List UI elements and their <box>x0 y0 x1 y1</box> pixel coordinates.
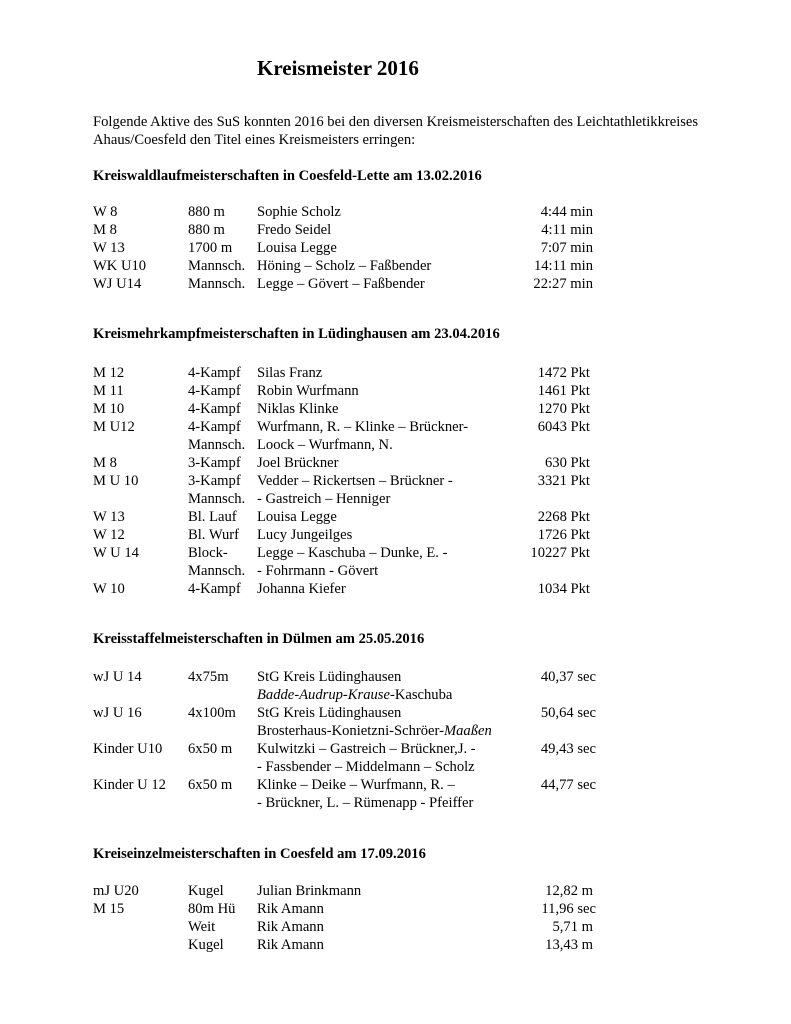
table-row: wJ U 16 4x100m StG Kreis Lüdinghausen 50,64 sec <box>93 705 596 721</box>
table-row: Kinder U10 6x50 m Kulwitzki – Gastreich – Brückner,J. - 49,43 sec <box>93 741 596 757</box>
table-row: M 8 880 m Fredo Seidel 4:11 min <box>93 222 593 238</box>
table-row: M 11 4-Kampf Robin Wurfmann 1461 Pkt <box>93 383 590 399</box>
table-row: M U12 4-Kampf Wurfmann, R. – Klinke – Brückner- 6043 Pkt <box>93 419 590 435</box>
intro-paragraph: Folgende Aktive des SuS konnten 2016 bei den diversen Kreismeisterschaften des Leichtathletikkreises Ahaus/Coesfeld den Titel eines Kreismeisters erringen: <box>93 114 699 148</box>
table-row: Mannsch. - Fohrmann - Gövert <box>188 563 379 579</box>
table-row: Weit Rik Amann 5,71 m <box>188 919 593 935</box>
table-row: Kugel Rik Amann 13,43 m <box>188 937 593 953</box>
table-row: WK U10 Mannsch. Höning – Scholz – Faßbender 14:11 min <box>93 258 593 274</box>
table-row: W 10 4-Kampf Johanna Kiefer 1034 Pkt <box>93 581 590 597</box>
table-row: Kinder U 12 6x50 m Klinke – Deike – Wurfmann, R. – 44,77 sec <box>93 777 596 793</box>
table-row: Mannsch. Loock – Wurfmann, N. <box>188 437 393 453</box>
table-row: W 8 880 m Sophie Scholz 4:44 min <box>93 204 593 220</box>
section-title-mehrkampf: Kreismehrkampfmeisterschaften in Lüdinghausen am 23.04.2016 <box>93 326 500 342</box>
table-row: Brosterhaus-Konietzni-Schröer-Maaßen <box>257 723 492 739</box>
table-row: M U 10 3-Kampf Vedder – Rickertsen – Brückner - 3321 Pkt <box>93 473 590 489</box>
table-row: - Brückner, L. – Rümenapp - Pfeiffer <box>257 795 474 811</box>
table-row: M 10 4-Kampf Niklas Klinke 1270 Pkt <box>93 401 590 417</box>
page-title: Kreismeister 2016 <box>257 56 419 80</box>
table-row: WJ U14 Mannsch. Legge – Gövert – Faßbender 22:27 min <box>93 276 593 292</box>
table-row: W 13 Bl. Lauf Louisa Legge 2268 Pkt <box>93 509 590 525</box>
table-row: - Fassbender – Middelmann – Scholz <box>257 759 475 775</box>
table-row: M 15 80m Hü Rik Amann 11,96 sec <box>93 901 596 917</box>
table-row: M 12 4-Kampf Silas Franz 1472 Pkt <box>93 365 590 381</box>
section-title-einzel: Kreiseinzelmeisterschaften in Coesfeld am 17.09.2016 <box>93 846 426 862</box>
table-row: M 8 3-Kampf Joel Brückner 630 Pkt <box>93 455 590 471</box>
table-row: Badde-Audrup-Krause-Kaschuba <box>257 687 453 703</box>
table-row: Mannsch. - Gastreich – Henniger <box>188 491 391 507</box>
table-row: W 13 1700 m Louisa Legge 7:07 min <box>93 240 593 256</box>
table-row: W 12 Bl. Wurf Lucy Jungeilges 1726 Pkt <box>93 527 590 543</box>
table-row: W U 14 Block- Legge – Kaschuba – Dunke, E. - 10227 Pkt <box>93 545 590 561</box>
table-row: mJ U20 Kugel Julian Brinkmann 12,82 m <box>93 883 593 899</box>
table-row: wJ U 14 4x75m StG Kreis Lüdinghausen 40,37 sec <box>93 669 596 685</box>
section-title-waldlauf: Kreiswaldlaufmeisterschaften in Coesfeld-Lette am 13.02.2016 <box>93 168 482 184</box>
section-title-staffel: Kreisstaffelmeisterschaften in Dülmen am 25.05.2016 <box>93 631 425 647</box>
